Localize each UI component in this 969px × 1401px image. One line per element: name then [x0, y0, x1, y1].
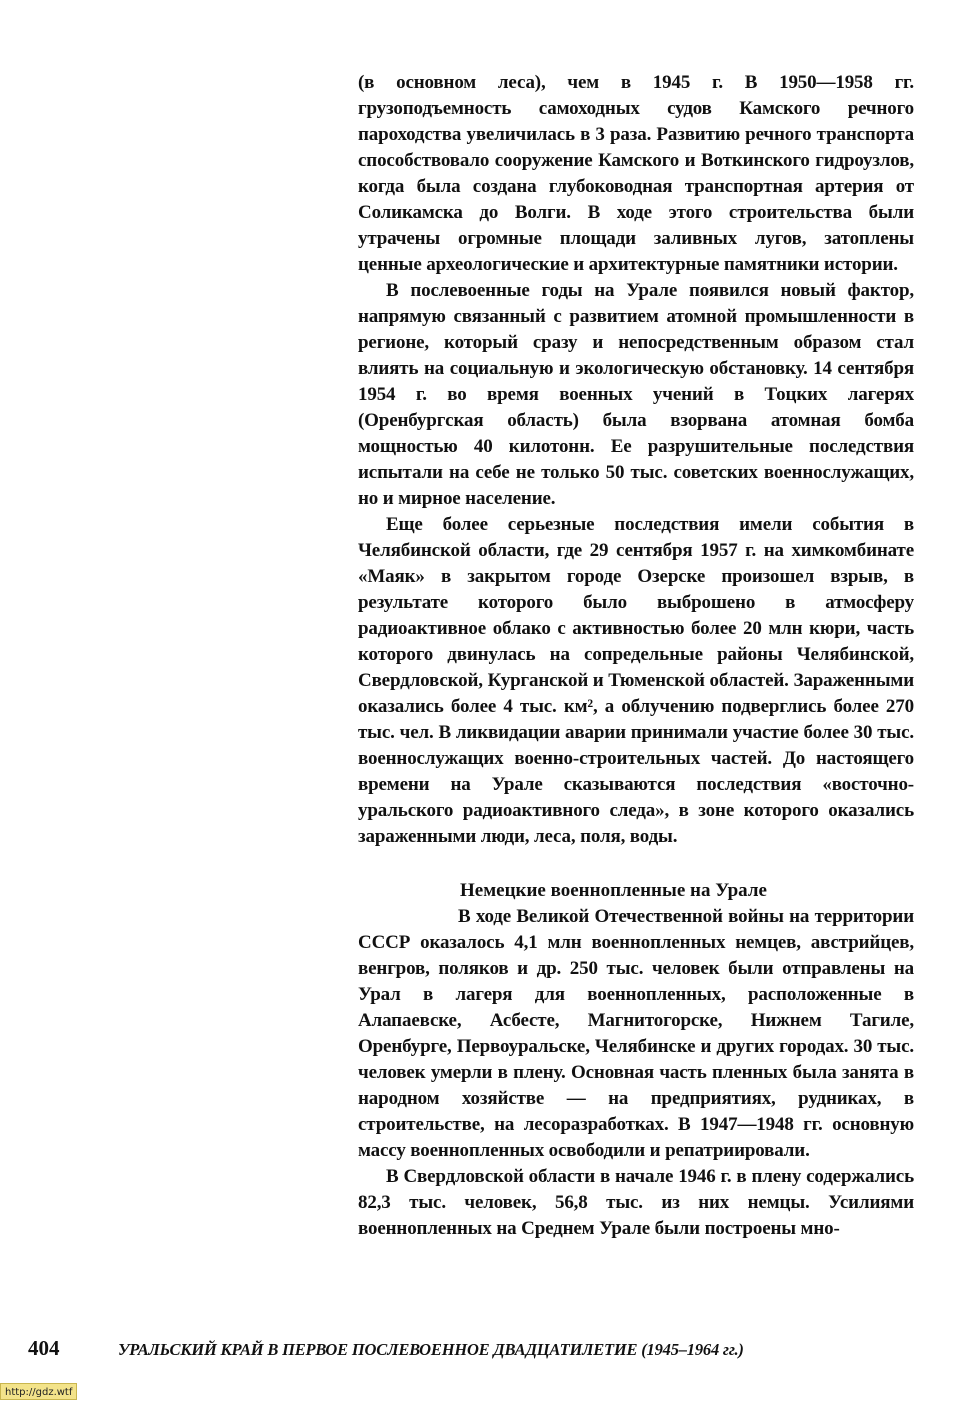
running-title: УРАЛЬСКИЙ КРАЙ В ПЕРВОЕ ПОСЛЕВОЕННОЕ ДВАДЦАТИЛЕТИЕ (1945–1964 гг.)	[118, 1340, 744, 1359]
paragraph-river-transport: (в основном леса), чем в 1945 г. В 1950—1958 гг. грузоподъемность самоходных судов Камского речного пароходства увеличилась в 3 раза. Развитию речного транспорта способствовало сооружение Камского и Воткинского гидроузлов, когда была создана глубоководная транспортная артерия от Соликамска до Волги. В ходе этого строительства были утрачены огромные площади заливных лугов, затоплены ценные археологические и архитектурные памятники истории.	[358, 72, 914, 275]
text-column	[358, 70, 914, 1242]
paragraph-sverdlovsk-prisoners: В Свердловской области в начале 1946 г. в плену содержались 82,3 тыс. человек, 56,8 тыс. из них немцы. Усилиями военнопленных на Среднем Урале были построены мно-	[358, 1166, 914, 1239]
paragraph-mayak-accident: Еще более серьезные последствия имели события в Челябинской области, где 29 сентября 1957 г. на химкомбинате «Маяк» в закрытом городе Озерске произошел взрыв, в результате которого было выброшено в атмосферу радиоактивное облако с активностью более 20 млн кюри, часть которого двинулась на сопредельные районы Челябинской, Свердловской, Курганской и Тюменской областей. Зараженными оказались более 4 тыс. км², а облучению подверглись более 270 тыс. чел. В ликвидации аварии принимали участие более 30 тыс. военнослужащих военно-строительных частей. До настоящего времени на Урале сказываются последствия «восточно-уральского радиоактивного следа», в зоне которого оказались зараженными люди, леса, поля, воды.	[358, 514, 914, 847]
page-footer	[28, 1336, 928, 1364]
paragraph-prisoners-of-war: В ходе Великой Отечественной войны на территории СССР оказалось 4,1 млн военнопленных немцев, австрийцев, венгров, поляков и др. 250 тыс. человек были отправлены на Урал в лагеря для военнопленных, расположенные в Алапаевске, Асбесте, Магнитогорске, Нижнем Тагиле, Оренбурге, Первоуральске, Челябинске и других городах. 30 тыс. человек умерли в плену. Основная часть пленных была занята в народном хозяйстве — на предприятиях, рудниках, в строительстве, на лесоразработках. В 1947—1948 гг. основную массу военнопленных освободили и репатриировали.	[358, 906, 914, 1161]
section-heading: Немецкие военнопленные на Урале	[460, 880, 767, 901]
paragraph-atomic-industry: В послевоенные годы на Урале появился новый фактор, напрямую связанный с развитием атомной промышленности в регионе, который сразу и непосредственным образом стал влиять на социальную и экологическую обстановку. 14 сентября 1954 г. во время военных учений в Тоцких лагерях (Оренбургская область) была взорвана атомная бомба мощностью 40 килотонн. Ее разрушительные последствия испытали на себе не только 50 тыс. советских военнослужащих, но и мирное население.	[358, 280, 914, 509]
watermark-link[interactable]: http://gdz.wtf	[0, 1383, 77, 1400]
page-number: 404	[28, 1336, 60, 1360]
